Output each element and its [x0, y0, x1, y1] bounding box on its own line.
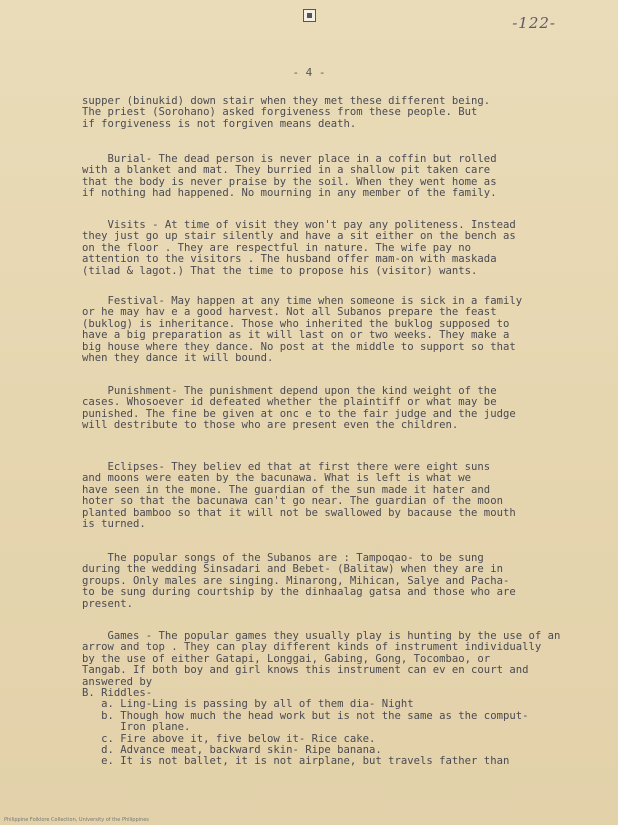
text-line: a. Ling-Ling is passing by all of them dia- Night [82, 698, 414, 711]
text-line: The popular songs of the Subanos are : Tampoqao- to be sung [82, 552, 484, 564]
text-line: big house where they dance. No post at the middle to support so that [82, 340, 516, 353]
text-line: (buklog) is inheritance. Those who inherited the buklog supposed to [82, 317, 510, 330]
text-line: with a blanket and mat. They burried in a shallow pit taken care [82, 164, 491, 177]
text-line: planted bamboo so that it will not be swallowed by bacause the mouth [82, 506, 516, 519]
text-line: or he may hav e a good harvest. Not all Subanos prepare the feast [82, 306, 497, 319]
text-line: they just go up stair silently and have a sit either on the bench as [82, 230, 516, 243]
archive-stamp-icon [303, 9, 316, 22]
text-line: Eclipses- They believ ed that at first there were eight suns [82, 461, 491, 473]
text-line: groups. Only males are singing. Minarong, Mihican, Salye and Pacha- [82, 574, 510, 587]
text-line: (tilad & lagot.) That the time to propose his (visitor) wants. [82, 264, 478, 277]
sheet-header: - 4 - [292, 66, 326, 79]
text-line: present. [82, 597, 134, 610]
paragraph-songs [82, 553, 572, 610]
text-line: arrow and top . They can play different kinds of instrument individually [82, 641, 542, 654]
text-line: will destribute to those who are present even the children. [82, 419, 459, 432]
paragraph-visits [82, 220, 572, 277]
text-line: when they dance it will bound. [82, 352, 274, 365]
text-line: Tangab. If both boy and girl knows this instrument can ev en court and [82, 664, 529, 677]
paragraph-festival [82, 296, 572, 364]
text-line: The priest (Sorohano) asked forgiveness from these people. But [82, 106, 478, 119]
text-line: Visits - At time of visit they won't pay any politeness. Instead [82, 219, 516, 231]
text-line: have seen in the mone. The guardian of the sun made it hater and [82, 483, 491, 496]
paragraph-eclipses [82, 462, 572, 530]
paragraph-burial [82, 154, 572, 200]
text-line: if nothing had happened. No mourning in any member of the family. [82, 187, 497, 200]
paragraph-1 [82, 96, 572, 130]
text-line: answered by [82, 675, 153, 688]
text-line: attention to the visitors . The husband offer mam-on with maskada [82, 253, 497, 266]
text-line: c. Fire above it, five below it- Rice cake. [82, 732, 376, 745]
text-line: Festival- May happen at any time when someone is sick in a family [82, 295, 523, 307]
archive-footer: Philippine Folklore Collection, University of the Philippines [4, 817, 149, 823]
text-line: and moons were eaten by the bacunawa. What is left is what we [82, 472, 472, 485]
text-line: if forgiveness is not forgiven means death. [82, 117, 357, 130]
text-line: supper (binukid) down stair when they met these different being. [82, 95, 491, 107]
text-line: hoter so that the bacunawa can't go near. The guardian of the moon [82, 495, 503, 508]
text-line: punished. The fine be given at onc e to the fair judge and the judge [82, 407, 516, 420]
text-line: have a big preparation as it will last on or two weeks. They make a [82, 329, 510, 342]
text-line: that the body is never praise by the soil. When they went home as [82, 175, 497, 188]
text-line: Punishment- The punishment depend upon the kind weight of the [82, 385, 497, 397]
text-line: d. Advance meat, backward skin- Ripe banana. [82, 744, 382, 757]
text-line: cases. Whosoever id defeated whether the plaintiff or what may be [82, 396, 497, 409]
text-line: during the wedding Sinsadari and Bebet- (Balitaw) when they are in [82, 563, 503, 576]
text-line: Iron plane. [82, 721, 191, 734]
text-line: by the use of either Gatapi, Longgai, Gabing, Gong, Tocombao, or [82, 652, 491, 665]
text-line: on the floor . They are respectful in nature. The wife pay no [82, 241, 472, 254]
text-line: Games - The popular games they usually play is hunting by the use of an [82, 630, 561, 642]
page-number: -122- [512, 14, 556, 32]
text-line: to be sung during courtship by the dinhaalag gatsa and those who are [82, 586, 516, 599]
text-line: e. It is not ballet, it is not airplane, but travels father than [82, 755, 510, 768]
text-line: b. Though how much the head work but is not the same as the comput- [82, 709, 529, 722]
paragraph-games [82, 631, 572, 768]
paragraph-punishment [82, 386, 572, 432]
text-line: is turned. [82, 518, 146, 531]
text-line: Burial- The dead person is never place in a coffin but rolled [82, 153, 497, 165]
text-line: B. Riddles- [82, 687, 153, 700]
